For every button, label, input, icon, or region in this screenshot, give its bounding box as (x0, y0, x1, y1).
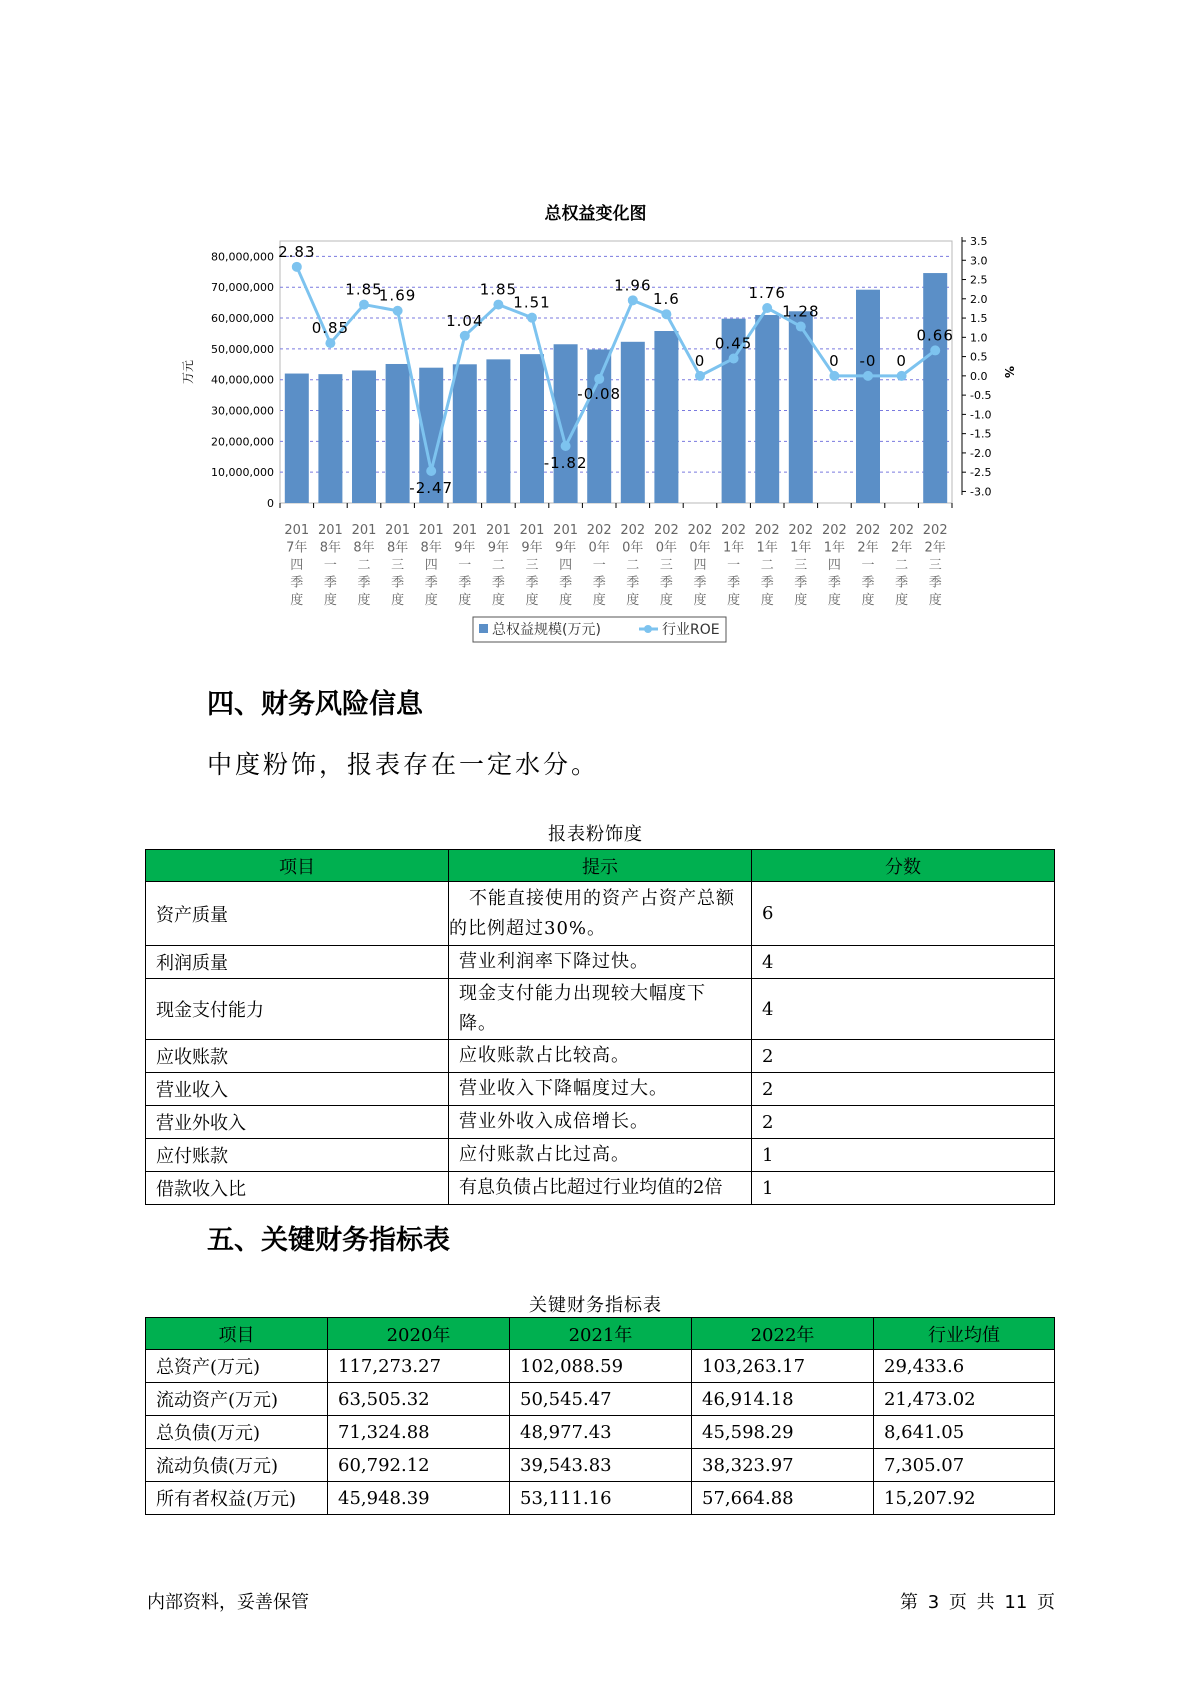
y2-tick-label: 2.0 (970, 292, 988, 306)
value-cell: 39,543.83 (510, 1449, 692, 1482)
table-row (146, 1172, 1055, 1205)
header-cell: 2021年 (510, 1318, 692, 1350)
y2-tick-label: 1.0 (970, 331, 988, 345)
data-label: 0.45 (714, 334, 753, 353)
chart-title: 总权益变化图 (544, 204, 647, 224)
data-label: 0.66 (916, 326, 954, 345)
table-row (146, 1383, 1055, 1416)
hint-cell: 现金支付能力出现较大幅度下降。 (449, 979, 752, 1040)
value-cell: 117,273.27 (328, 1350, 510, 1383)
y-tick-label: 40,000,000 (211, 373, 274, 387)
data-label: 1.69 (378, 286, 417, 305)
footer-note: 内部资料，妥善保管 (147, 1592, 309, 1613)
item-cell: 总资产(万元) (146, 1350, 328, 1383)
value-cell: 45,948.39 (328, 1482, 510, 1515)
x-tick-label: 二 (491, 558, 505, 573)
x-tick-label: 度 (559, 593, 573, 608)
value-cell: 57,664.88 (692, 1482, 874, 1515)
roe-point (594, 374, 604, 384)
x-tick-label: 度 (525, 593, 539, 608)
x-tick-label: 季 (323, 575, 337, 591)
hint-cell (449, 882, 752, 946)
table-row (146, 1350, 1055, 1383)
score-cell: 2 (752, 1106, 1055, 1139)
x-tick-label: 度 (659, 593, 673, 608)
x-tick-label: 9年 (554, 540, 577, 556)
item-cell: 借款收入比 (146, 1172, 449, 1205)
x-tick-label: 度 (861, 593, 875, 608)
table-row (146, 946, 1055, 979)
value-cell: 53,111.16 (510, 1482, 692, 1515)
x-tick-label: 度 (357, 593, 371, 608)
hint-line: 的比例超过30%。 (449, 917, 607, 939)
x-tick-label: 季 (659, 575, 673, 591)
x-tick-label: 1年 (756, 540, 778, 556)
y-tick-label: 50,000,000 (211, 342, 274, 356)
item-cell: 应付账款 (146, 1139, 449, 1172)
x-tick-label: 202 (620, 523, 646, 538)
roe-point (897, 371, 907, 381)
hint-cell: 应付账款占比过高。 (449, 1139, 752, 1172)
y2-tick-label: 3.5 (970, 235, 988, 248)
data-label: 0 (694, 351, 706, 370)
bar (654, 331, 678, 503)
x-tick-label: 0年 (689, 540, 711, 556)
x-tick-label: 二 (760, 558, 774, 573)
roe-point (527, 313, 537, 323)
item-cell: 现金支付能力 (146, 979, 449, 1040)
table-row (146, 882, 1055, 946)
x-tick-label: 201 (418, 523, 444, 538)
data-label: -2.47 (409, 479, 454, 498)
score-cell: 4 (752, 979, 1055, 1040)
value-cell: 60,792.12 (328, 1449, 510, 1482)
x-tick-label: 1年 (790, 540, 812, 556)
roe-point (292, 262, 302, 272)
bar (520, 354, 544, 503)
y2-tick-label: -0.5 (970, 389, 992, 403)
table-row (146, 1040, 1055, 1073)
bar (318, 374, 342, 503)
roe-point (359, 300, 369, 310)
x-tick-label: 度 (794, 593, 808, 608)
x-tick-label: 度 (290, 593, 304, 608)
score-cell: 2 (752, 1040, 1055, 1073)
header-cell: 分数 (752, 850, 1055, 882)
y-tick-label: 30,000,000 (211, 404, 274, 418)
x-tick-label: 度 (626, 593, 640, 608)
roe-point (628, 295, 638, 305)
x-tick-label: 三 (391, 558, 405, 573)
x-tick-label: 1年 (823, 540, 846, 556)
x-tick-label: 季 (760, 575, 774, 591)
y2-tick-label: 0.0 (970, 369, 988, 383)
item-cell: 应收账款 (146, 1040, 449, 1073)
x-tick-label: 四 (693, 558, 707, 573)
hint-cell: 营业利润率下降过快。 (449, 946, 752, 979)
x-tick-label: 季 (357, 575, 371, 591)
x-tick-label: 二 (357, 558, 371, 573)
x-tick-label: 0年 (622, 540, 644, 556)
legend-swatch-bar (479, 624, 488, 633)
x-tick-label: 季 (693, 575, 707, 591)
data-label: 1.96 (614, 276, 652, 295)
x-tick-label: 季 (592, 575, 606, 591)
x-tick-label: 9年 (487, 540, 510, 556)
indicator-table (145, 1317, 1055, 1515)
score-cell: 2 (752, 1073, 1055, 1106)
data-label: 1.28 (782, 302, 820, 321)
x-tick-label: 度 (895, 593, 909, 608)
x-tick-label: 度 (323, 593, 337, 608)
x-tick-label: 四 (827, 558, 841, 573)
score-cell: 1 (752, 1139, 1055, 1172)
x-tick-label: 202 (687, 523, 713, 538)
x-tick-label: 1年 (722, 540, 745, 556)
x-tick-label: 一 (323, 558, 337, 573)
x-tick-label: 度 (693, 593, 707, 608)
y2-tick-label: -1.5 (970, 427, 992, 441)
x-tick-label: 一 (592, 558, 606, 573)
y-tick-label: 20,000,000 (211, 435, 274, 449)
item-cell: 营业收入 (146, 1073, 449, 1106)
hint-cell: 应收账款占比较高。 (449, 1040, 752, 1073)
x-tick-label: 季 (861, 575, 875, 591)
header-cell: 2020年 (328, 1318, 510, 1350)
x-tick-label: 202 (821, 523, 847, 538)
table-header-row (146, 850, 1055, 882)
legend-swatch-marker (644, 625, 652, 633)
x-tick-label: 季 (827, 575, 841, 591)
roe-point (426, 466, 436, 476)
x-tick-label: 二 (626, 558, 640, 573)
x-tick-label: 2年 (857, 540, 879, 556)
data-label: -0 (859, 351, 877, 370)
equity-chart (0, 0, 1191, 660)
x-tick-label: 9年 (521, 540, 543, 556)
x-tick-label: 202 (788, 523, 814, 538)
y2-tick-label: 1.5 (970, 312, 988, 326)
item-cell: 流动负债(万元) (146, 1449, 328, 1482)
bar (621, 342, 645, 503)
x-tick-label: 季 (391, 575, 405, 591)
x-tick-label: 三 (659, 558, 673, 573)
header-cell: 行业均值 (874, 1318, 1055, 1350)
value-cell: 103,263.17 (692, 1350, 874, 1383)
x-tick-label: 季 (458, 575, 472, 591)
data-label: 1.85 (479, 280, 518, 299)
x-tick-label: 201 (452, 523, 478, 538)
y-axis-title: 万元 (181, 359, 195, 385)
table-row (146, 1482, 1055, 1515)
bar (352, 370, 376, 503)
x-tick-label: 8年 (386, 540, 409, 556)
value-cell: 15,207.92 (874, 1482, 1055, 1515)
y2-tick-label: -2.5 (970, 466, 992, 480)
data-label: 1.04 (446, 311, 484, 330)
risk-table (145, 849, 1055, 1205)
x-tick-label: 一 (861, 558, 875, 573)
x-tick-label: 202 (586, 523, 612, 538)
value-cell: 50,545.47 (510, 1383, 692, 1416)
item-cell: 利润质量 (146, 946, 449, 979)
data-label: 1.76 (748, 284, 786, 303)
table-row (146, 979, 1055, 1040)
value-cell: 45,598.29 (692, 1416, 874, 1449)
value-cell: 7,305.07 (874, 1449, 1055, 1482)
bar (453, 364, 477, 503)
bar (285, 374, 309, 503)
x-tick-label: 季 (290, 575, 304, 591)
x-tick-label: 季 (424, 575, 438, 591)
score-cell: 1 (752, 1172, 1055, 1205)
x-tick-label: 季 (559, 575, 573, 591)
roe-point (796, 322, 806, 332)
x-tick-label: 0年 (588, 540, 610, 556)
x-tick-label: 四 (424, 558, 438, 573)
legend-label: 总权益规模(万元) (492, 622, 601, 638)
item-cell: 流动资产(万元) (146, 1383, 328, 1416)
item-cell: 所有者权益(万元) (146, 1482, 328, 1515)
roe-point (695, 371, 705, 381)
roe-point (460, 331, 470, 341)
x-tick-label: 8年 (319, 540, 342, 556)
x-tick-label: 度 (491, 593, 505, 608)
roe-point (930, 345, 940, 355)
x-tick-label: 201 (485, 523, 511, 538)
score-cell: 6 (752, 882, 1055, 946)
y2-tick-label: 3.0 (970, 254, 988, 268)
roe-point (561, 441, 571, 451)
x-tick-label: 201 (317, 523, 343, 538)
bar (856, 290, 880, 503)
roe-point (493, 300, 503, 310)
header-cell: 2022年 (692, 1318, 874, 1350)
bar (486, 359, 510, 503)
x-tick-label: 季 (727, 575, 741, 591)
x-tick-label: 7年 (286, 540, 308, 556)
value-cell: 29,433.6 (874, 1350, 1055, 1383)
x-tick-label: 度 (424, 593, 438, 608)
x-tick-label: 度 (827, 593, 841, 608)
x-tick-label: 201 (351, 523, 377, 538)
item-cell: 营业外收入 (146, 1106, 449, 1139)
x-tick-label: 季 (928, 575, 942, 591)
x-tick-label: 三 (794, 558, 808, 573)
roe-point (661, 309, 671, 319)
x-tick-label: 四 (290, 558, 304, 573)
value-cell: 102,088.59 (510, 1350, 692, 1383)
x-tick-label: 202 (855, 523, 881, 538)
x-tick-label: 2年 (924, 540, 946, 556)
value-cell: 8,641.05 (874, 1416, 1055, 1449)
data-label: 0.85 (311, 319, 350, 338)
hint-cell: 营业外收入成倍增长。 (449, 1106, 752, 1139)
x-tick-label: 201 (553, 523, 579, 538)
y-tick-label: 70,000,000 (211, 281, 274, 295)
value-cell: 38,323.97 (692, 1449, 874, 1482)
data-label: -0.08 (577, 384, 622, 403)
roe-point (762, 303, 772, 313)
bar (755, 315, 779, 503)
x-tick-label: 二 (895, 558, 909, 573)
table-row (146, 1449, 1055, 1482)
roe-point (863, 371, 873, 381)
y-tick-label: 0 (267, 497, 274, 510)
x-tick-label: 201 (385, 523, 411, 538)
header-cell: 项目 (146, 850, 449, 882)
x-tick-label: 度 (928, 593, 942, 608)
x-tick-label: 202 (922, 523, 948, 538)
legend-label: 行业ROE (662, 622, 720, 638)
y2-tick-label: -2.0 (970, 446, 992, 460)
x-tick-label: 四 (559, 558, 573, 573)
x-tick-label: 三 (928, 558, 942, 573)
x-tick-label: 8年 (353, 540, 375, 556)
item-cell: 总负债(万元) (146, 1416, 328, 1449)
x-tick-label: 季 (895, 575, 909, 591)
value-cell: 71,324.88 (328, 1416, 510, 1449)
header-cell: 项目 (146, 1318, 328, 1350)
y2-tick-label: -3.0 (970, 485, 992, 499)
x-tick-label: 201 (519, 523, 545, 538)
section4-heading: 四、财务风险信息 (207, 689, 423, 720)
table-row (146, 1073, 1055, 1106)
y-tick-label: 60,000,000 (211, 312, 274, 326)
data-label: 2.83 (278, 242, 316, 261)
hint-cell: 有息负债占比超过行业均值的2倍 (449, 1172, 752, 1205)
x-tick-label: 0年 (655, 540, 678, 556)
x-tick-label: 度 (592, 593, 606, 608)
value-cell: 63,505.32 (328, 1383, 510, 1416)
data-label: -1.82 (543, 453, 588, 472)
data-label: 0 (896, 351, 907, 370)
y-tick-label: 80,000,000 (211, 250, 274, 264)
roe-point (829, 371, 839, 381)
x-tick-label: 度 (727, 593, 741, 608)
y2-tick-label: -1.0 (970, 408, 992, 422)
page-number: 第 3 页 共 11 页 (900, 1592, 1055, 1613)
table-header-row (146, 1318, 1055, 1350)
item-cell: 资产质量 (146, 882, 449, 946)
roe-point (325, 338, 335, 348)
x-tick-label: 季 (525, 575, 539, 591)
x-tick-label: 度 (458, 593, 472, 608)
risk-summary: 中度粉饰，报表存在一定水分。 (207, 750, 600, 779)
x-tick-label: 202 (721, 523, 747, 538)
x-tick-label: 季 (491, 575, 505, 591)
x-tick-label: 度 (391, 593, 405, 608)
y2-tick-label: 2.5 (970, 273, 988, 287)
table-row (146, 1139, 1055, 1172)
header-cell: 提示 (449, 850, 752, 882)
x-tick-label: 一 (727, 558, 741, 573)
bar (554, 344, 578, 503)
x-tick-label: 202 (889, 523, 915, 538)
bar (386, 364, 410, 503)
data-label: 0 (829, 351, 840, 370)
x-tick-label: 季 (626, 575, 640, 591)
table-row (146, 1416, 1055, 1449)
data-label: 1.6 (652, 290, 680, 309)
data-label: 1.51 (513, 293, 551, 312)
bar (587, 349, 611, 503)
x-tick-label: 一 (458, 558, 472, 573)
y-tick-label: 10,000,000 (211, 466, 274, 480)
x-tick-label: 202 (754, 523, 780, 538)
value-cell: 21,473.02 (874, 1383, 1055, 1416)
x-tick-label: 201 (284, 523, 310, 538)
x-tick-label: 三 (525, 558, 539, 573)
bar (923, 273, 947, 503)
x-tick-label: 202 (653, 523, 679, 538)
roe-point (393, 306, 403, 316)
data-label: 1.85 (345, 280, 383, 299)
hint-line: 不能直接使用的资产占资产总额 (469, 887, 735, 909)
section5-heading: 五、关键财务指标表 (207, 1225, 450, 1256)
score-cell: 4 (752, 946, 1055, 979)
risk-table-caption: 报表粉饰度 (548, 824, 643, 845)
value-cell: 46,914.18 (692, 1383, 874, 1416)
roe-point (729, 354, 739, 364)
x-tick-label: 8年 (420, 540, 442, 556)
table-row (146, 1106, 1055, 1139)
hint-cell: 营业收入下降幅度过大。 (449, 1073, 752, 1106)
x-tick-label: 度 (760, 593, 774, 608)
y2-tick-label: 0.5 (970, 350, 988, 364)
x-tick-label: 2年 (890, 540, 913, 556)
indicator-table-caption: 关键财务指标表 (529, 1295, 662, 1316)
x-tick-label: 9年 (454, 540, 476, 556)
x-tick-label: 季 (794, 575, 808, 591)
y2-axis-title: % (1002, 365, 1016, 379)
value-cell: 48,977.43 (510, 1416, 692, 1449)
